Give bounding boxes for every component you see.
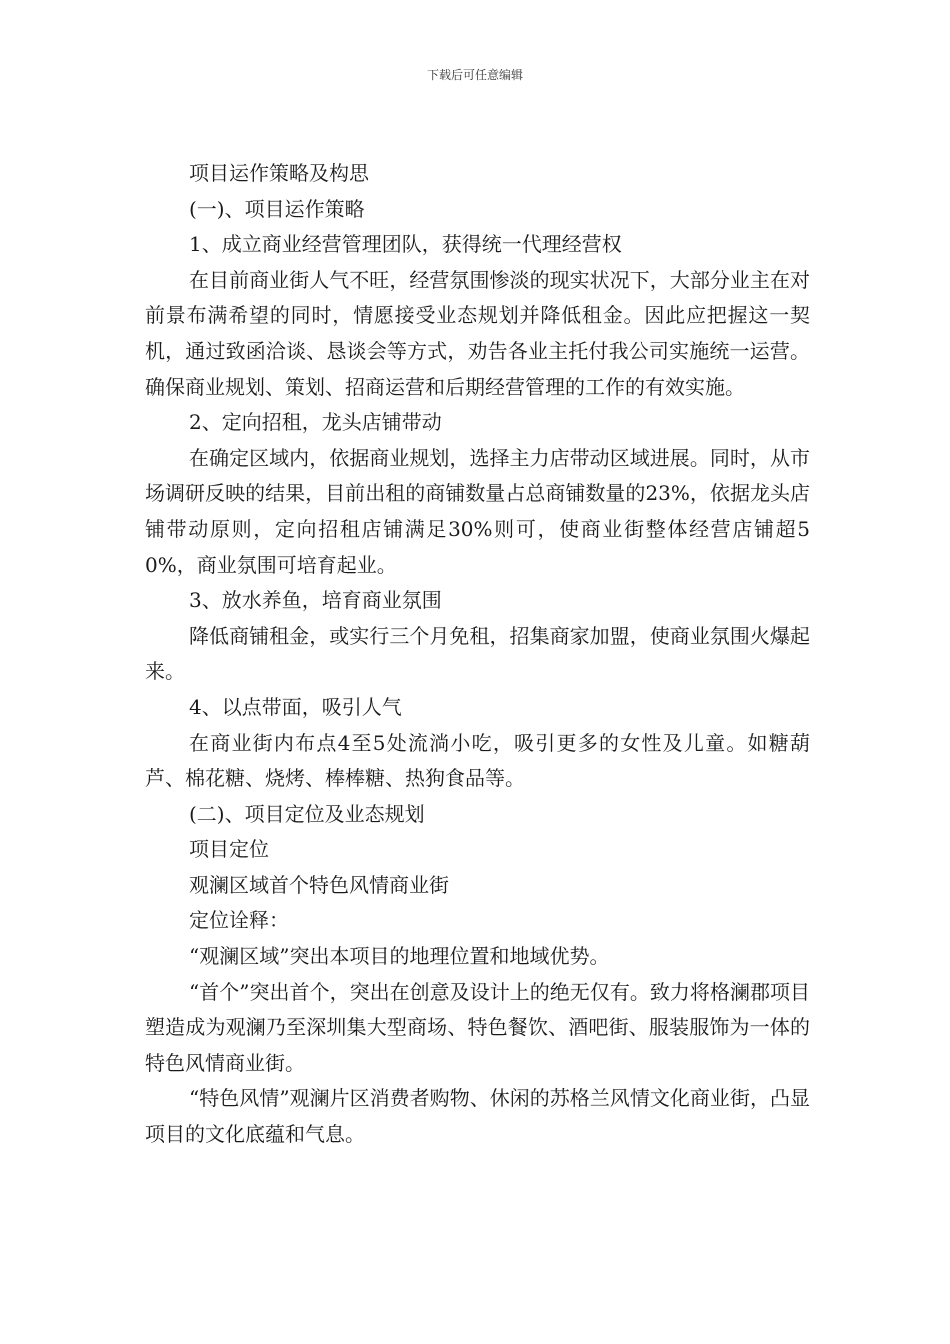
page-header-note: 下载后可任意编辑 <box>426 68 523 82</box>
subheading-4: 4、以点带面，吸引人气 <box>189 694 402 719</box>
subheading-1: 1、成立商业经营管理团队，获得统一代理经营权 <box>189 232 622 257</box>
section-heading-1: (一)、项目运作策略 <box>189 196 365 221</box>
document-body <box>145 156 810 1153</box>
paragraph-1: 在目前商业街人气不旺，经营氛围惨淡的现实状况下，大部分业主在对前景布满希望的同时，情愿接受业态规划并降低租金。因此应把握这一契机，通过致函洽谈、恳谈会等方式，劝告各业主托付我公司实施统一运营。确保商业规划、策划、招商运营和后期经营管理的工作的有效实施。 <box>145 267 810 399</box>
paragraph-2: 在确定区域内，依据商业规划，选择主力店带动区域进展。同时，从市场调研反映的结果，目前出租的商铺数量占总商铺数量的23%，依据龙头店铺带动原则，定向招租店铺满足30%则可，使商业街整体经营店铺超50%，商业氛围可培育起业。 <box>145 445 810 577</box>
section-heading-2: (二)、项目定位及业态规划 <box>189 801 425 826</box>
subheading-positioning: 项目定位 <box>189 837 269 862</box>
paragraph-7: “特色风情”观澜片区消费者购物、休闲的苏格兰风情文化商业街，凸显项目的文化底蕴和气息。 <box>145 1086 810 1147</box>
paragraph-5: “观澜区域”突出本项目的地理位置和地域优势。 <box>189 944 610 969</box>
positioning-statement: 观澜区域首个特色风情商业街 <box>189 872 449 897</box>
paragraph-3: 降低商铺租金，或实行三个月免租，招集商家加盟，使商业氛围火爆起来。 <box>145 623 810 684</box>
paragraph-4: 在商业街内布点4至5处流淌小吃，吸引更多的女性及儿童。如糖葫芦、棉花糖、烧烤、棒棒糖、热狗食品等。 <box>145 730 810 791</box>
section-title: 项目运作策略及构思 <box>189 161 369 185</box>
subheading-2: 2、定向招租，龙头店铺带动 <box>189 410 442 435</box>
subheading-3: 3、放水养鱼，培育商业氛围 <box>189 588 442 613</box>
positioning-explanation-label: 定位诠释： <box>189 908 289 933</box>
paragraph-6: “首个”突出首个，突出在创意及设计上的绝无仅有。致力将格澜郡项目塑造成为观澜乃至深圳集大型商场、特色餐饮、酒吧街、服装服饰为一体的特色风情商业街。 <box>145 979 810 1075</box>
